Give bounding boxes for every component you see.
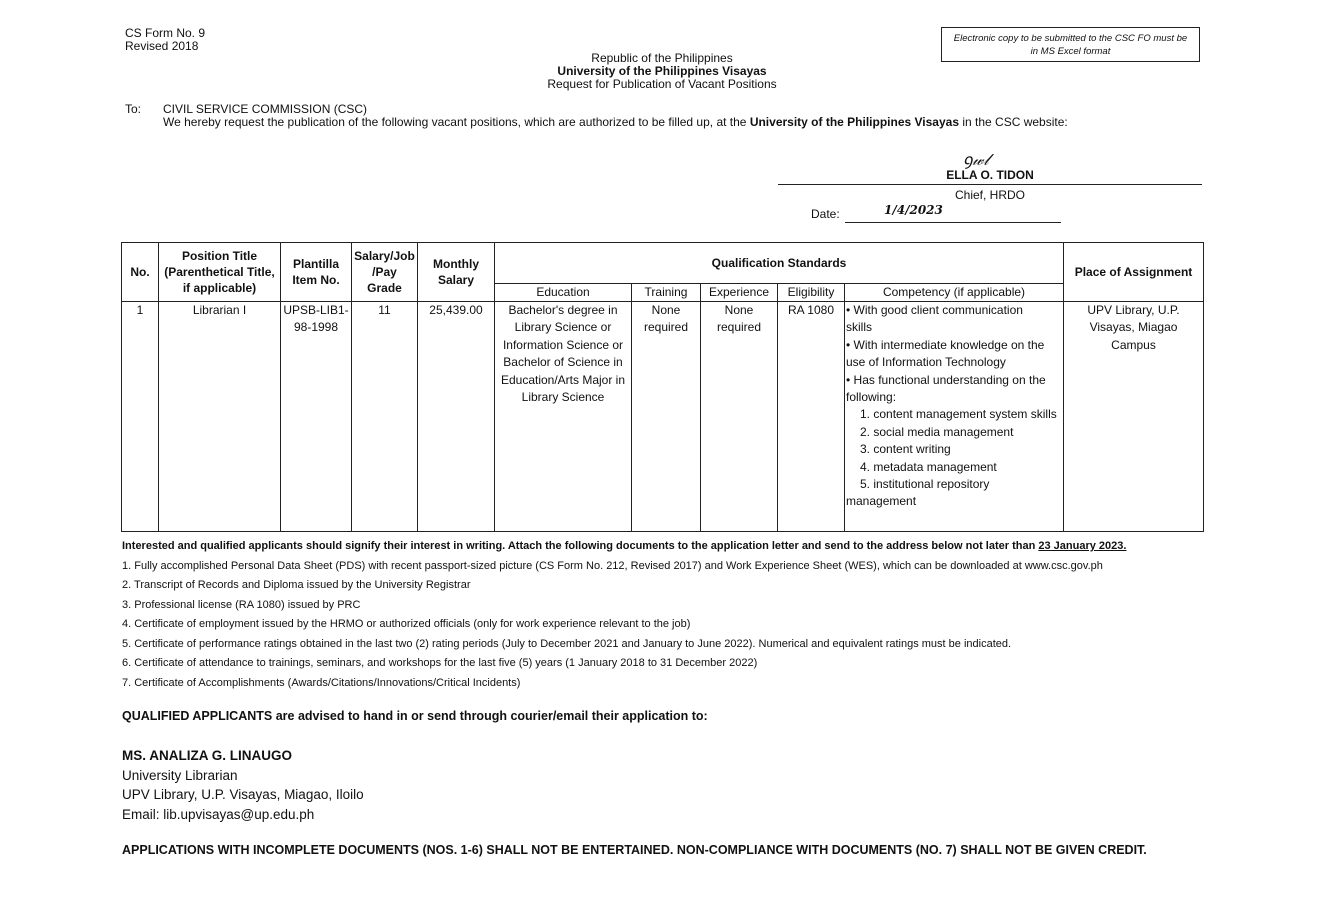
instructions-block: [122, 537, 1126, 693]
request-agency: University of the Philippines Visayas: [749, 115, 959, 129]
contact-email: Email: lib.upvisayas@up.edu.ph: [122, 806, 315, 822]
header-plantilla-l2: Item No.: [292, 273, 340, 287]
header-plantilla: [281, 243, 352, 302]
cell-training: [632, 302, 701, 532]
cell-competency: [845, 302, 1064, 532]
contact-address: UPV Library, U.P. Visayas, Miagao, Iloilo: [122, 787, 364, 802]
cell-grade: 11: [352, 302, 418, 532]
requirement-item: 7. Certificate of Accomplishments (Awards/Citations/Innovations/Critical Incidents): [122, 676, 521, 689]
competency-line: • Has functional understanding on the: [846, 372, 1046, 387]
instructions-lead: [122, 537, 1126, 557]
signatory-title: Chief, HRDO: [954, 188, 1025, 202]
competency-item: 5. institutional repository: [860, 477, 990, 492]
header-place: Place of Assignment: [1064, 243, 1204, 302]
competency-item: 3. content writing: [860, 442, 951, 457]
request-post: in the CSC website:: [959, 115, 1068, 129]
education-line: Education/Arts Major in: [500, 372, 626, 387]
date-rule: [845, 222, 1061, 223]
header-experience: Experience: [701, 284, 778, 302]
date-label: Date:: [811, 207, 840, 221]
contact-title: University Librarian: [122, 767, 238, 783]
header-monthly-l1: Monthly: [433, 257, 479, 271]
cell-plantilla: [281, 302, 352, 532]
vacant-positions-table: [121, 242, 1204, 532]
contact-block: [122, 746, 364, 824]
experience-l1: None: [724, 303, 754, 317]
competency-item: 4. metadata management: [860, 459, 997, 474]
education-line: Library Science: [521, 390, 605, 405]
contact-name: MS. ANALIZA G. LINAUGO: [122, 748, 292, 763]
competency-line: skills: [846, 320, 872, 335]
header-plantilla-l1: Plantilla: [292, 257, 339, 271]
header-position-l2: (Parenthetical Title,: [164, 265, 275, 279]
requirement-item: 1. Fully accomplished Personal Data Sheet (PDS) with recent passport-sized picture (CS Form No. 212, Revised 2017) and Work Experience Sheet (WES), which can be downloaded at www.csc.gov.ph: [122, 559, 1103, 572]
experience-l2: required: [716, 320, 762, 335]
header-position-l3: if applicable): [182, 281, 257, 295]
requirement-item: 2. Transcript of Records and Diploma issued by the University Registrar: [122, 579, 471, 591]
header-monthly-l2: Salary: [437, 273, 475, 287]
document-header: [462, 52, 862, 91]
header-agency: University of the Philippines Visayas: [557, 64, 767, 78]
notice-line-1: Electronic copy to be submitted to the CSC FO must be: [953, 33, 1188, 44]
addressee-name: CIVIL SERVICE COMMISSION (CSC): [163, 102, 368, 116]
cell-position: Librarian I: [159, 302, 281, 532]
header-qualification: Qualification Standards: [495, 243, 1064, 284]
competency-line: • With intermediate knowledge on the: [846, 337, 1045, 352]
place-l2: Visayas, Miagao Campus: [1089, 320, 1178, 352]
to-label: To:: [125, 102, 142, 116]
competency-tail: management: [846, 494, 917, 509]
cell-place: [1064, 302, 1204, 532]
header-position-l1: Position Title: [181, 249, 258, 263]
form-number: CS Form No. 9: [125, 26, 206, 40]
signature-rule: [778, 184, 1202, 185]
notice-line-2: in MS Excel format: [1030, 46, 1111, 57]
header-no: No.: [122, 243, 159, 302]
competency-item: 1. content management system skills: [860, 407, 1057, 422]
header-competency: Competency (if applicable): [845, 284, 1064, 302]
header-country: Republic of the Philippines: [591, 51, 733, 65]
header-salary-grade: [352, 243, 418, 302]
date-value: 1/4/2023: [884, 203, 943, 217]
requirement-item: 4. Certificate of employment issued by the HRMO or authorized officials (only for work experience relevant to the job): [122, 618, 691, 630]
header-training: Training: [632, 284, 701, 302]
competency-item: 2. social media management: [860, 424, 1014, 439]
education-line: Information Science or: [502, 337, 624, 352]
request-pre: We hereby request the publication of the following vacant positions, which are authorized to be filled up, at the: [163, 115, 750, 129]
header-position: [159, 243, 281, 302]
cell-experience: [701, 302, 778, 532]
signature-mark: ꝯ𝓌𝓁: [963, 150, 989, 169]
cell-education: [495, 302, 632, 532]
header-education: Education: [495, 284, 632, 302]
form-revision: Revised 2018: [125, 39, 199, 53]
electronic-copy-notice: [941, 27, 1200, 62]
request-statement: [163, 116, 1068, 129]
requirement-item: 3. Professional license (RA 1080) issued by PRC: [122, 598, 361, 611]
deadline: 23 January 2023.: [1038, 540, 1127, 552]
competency-line: following:: [846, 390, 897, 405]
signatory-name: ELLA O. TIDON: [946, 168, 1034, 182]
header-grade-l1: Salary/Job: [354, 249, 415, 263]
requirement-item: 6. Certificate of attendance to trainings, seminars, and workshops for the last five (5) years (1 January 2018 to 31 December 2022): [122, 657, 758, 669]
plantilla-l2: 98-1998: [293, 320, 339, 335]
education-line: Library Science or: [514, 320, 612, 335]
cell-no: 1: [122, 302, 159, 532]
instructions-lead-text: Interested and qualified applicants should signify their interest in writing. Attach the following documents to the application letter and send to the address below not later than: [122, 540, 1039, 552]
header-grade-l2: /Pay: [372, 265, 397, 279]
education-line: Bachelor's degree in: [508, 303, 618, 317]
submission-advice: QUALIFIED APPLICANTS are advised to hand in or send through courier/email their application to:: [122, 709, 708, 723]
plantilla-l1: UPSB-LIB1-: [283, 303, 349, 317]
header-subject: Request for Publication of Vacant Positions: [547, 77, 777, 91]
competency-line: • With good client communication: [846, 303, 1023, 317]
training-l1: None: [651, 303, 681, 317]
education-line: Bachelor of Science in: [503, 355, 623, 370]
final-notice: APPLICATIONS WITH INCOMPLETE DOCUMENTS (NOS. 1-6) SHALL NOT BE ENTERTAINED. NON-COMPLIANCE WITH DOCUMENTS (NO. 7) SHALL NOT BE GIVEN CREDIT.: [122, 843, 1147, 857]
training-l2: required: [643, 320, 689, 335]
form-number-block: [125, 27, 205, 53]
header-monthly-salary: [418, 243, 495, 302]
cell-eligibility: RA 1080: [778, 302, 845, 532]
header-grade-l3: Grade: [367, 281, 402, 295]
requirement-item: 5. Certificate of performance ratings obtained in the last two (2) rating periods (July to December 2021 and January to June 2022). Numerical and equivalent ratings must be indicated.: [122, 637, 1012, 650]
place-l1: UPV Library, U.P.: [1087, 303, 1180, 317]
header-eligibility: Eligibility: [778, 284, 845, 302]
competency-line: use of Information Technology: [846, 355, 1006, 370]
table-row: [122, 302, 1204, 532]
cell-salary: 25,439.00: [418, 302, 495, 532]
